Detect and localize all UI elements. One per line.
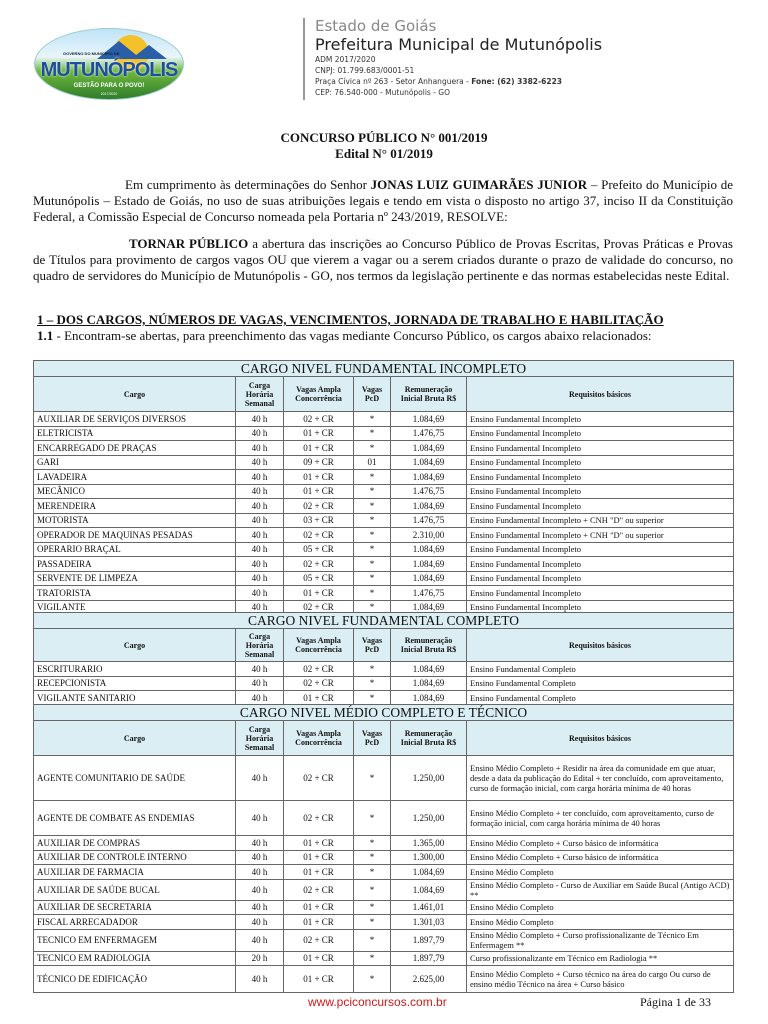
- column-header: Vagas PcD: [354, 377, 391, 412]
- table-row: [34, 455, 734, 470]
- table-cell: *: [354, 513, 391, 528]
- announcement-bold: TORNAR PÚBLICO: [129, 236, 249, 251]
- table-cell: Curso profissionalizante em Técnico em Radiologia **: [467, 951, 734, 966]
- table-row: [34, 879, 734, 900]
- table-cell: AUXILIAR DE CONTROLE INTERNO: [34, 850, 236, 865]
- table-cell: *: [354, 676, 391, 691]
- table-row: [34, 542, 734, 557]
- text: – Prefeito do Município de Mutunópolis – Estado de Goiás, no uso de suas atribuições legais e tendo em vista o disposto no artigo 37, inciso II da Constituição Federal, a Comissão Especial de Concurso nomeada pela Portaria nº 243/2019, RESOLVE:: [33, 177, 733, 224]
- text: - Encontram-se abertas, para preenchimento das vagas mediante Concurso Público, os cargos abaixo relacionados:: [53, 328, 652, 343]
- table-cell: 2.310,00: [391, 528, 467, 543]
- table-cell: 1.084,69: [391, 865, 467, 880]
- table-cell: 1.897,79: [391, 929, 467, 951]
- table-cell: *: [354, 662, 391, 677]
- table-cell: *: [354, 756, 391, 801]
- table-cell: 01 + CR: [284, 470, 354, 485]
- table-cell: MOTORISTA: [34, 513, 236, 528]
- logo-years: 2017/2020: [100, 92, 118, 96]
- table-cell: 1.476,75: [391, 426, 467, 441]
- table-cell: 1.084,69: [391, 691, 467, 706]
- table-title: CARGO NIVEL FUNDAMENTAL COMPLETO: [34, 613, 734, 629]
- table-cell: 40 h: [236, 441, 284, 456]
- subsection-number: 1.1: [37, 328, 54, 343]
- table-cell: 2.625,00: [391, 966, 467, 993]
- table-cell: AUXILIAR DE COMPRAS: [34, 836, 236, 851]
- table-cell: 40 h: [236, 513, 284, 528]
- table-cell: 02 + CR: [284, 662, 354, 677]
- table-cell: *: [354, 586, 391, 601]
- table-cell: PASSADEIRA: [34, 557, 236, 572]
- table-cell: 1.084,69: [391, 662, 467, 677]
- table-cell: 01 + CR: [284, 836, 354, 851]
- address-text: Praça Cívica nº 263 - Setor Anhanguera -: [315, 77, 472, 86]
- column-header: Requisitos básicos: [467, 629, 734, 662]
- table-cell: *: [354, 801, 391, 836]
- column-header: Vagas PcD: [354, 629, 391, 662]
- column-header: Carga Horária Semanal: [236, 721, 284, 756]
- table-cell: *: [354, 542, 391, 557]
- table-cell: 1.250,00: [391, 801, 467, 836]
- table-cell: Ensino Médio Completo + Residir na área da comunidade em que atuar, desde a data da publicação do Edital + ter concluído, com aproveitamento, curso de formação inicial, com carga horária mínima de 40 horas: [467, 756, 734, 801]
- table-cell: 40 h: [236, 528, 284, 543]
- table-cell: 40 h: [236, 557, 284, 572]
- column-header: Cargo: [34, 629, 236, 662]
- table-cell: Ensino Fundamental Incompleto: [467, 557, 734, 572]
- table-cell: 1.476,75: [391, 513, 467, 528]
- table-row: [34, 929, 734, 951]
- table-cell: Ensino Médio Completo + Curso básico de informática: [467, 850, 734, 865]
- table-cell: 40 h: [236, 455, 284, 470]
- table-cell: AUXILIAR DE SERVIÇOS DIVERSOS: [34, 412, 236, 427]
- table-cell: Ensino Fundamental Incompleto + CNH "D" ou superior: [467, 528, 734, 543]
- table-cell: *: [354, 557, 391, 572]
- column-header: Vagas Ampla Concorrência: [284, 721, 354, 756]
- table-cell: *: [354, 470, 391, 485]
- section-heading: 1 – DOS CARGOS, NÚMEROS DE VAGAS, VENCIMENTOS, JORNADA DE TRABALHO E HABILITAÇÃO: [37, 312, 664, 327]
- table-row: [34, 484, 734, 499]
- table-cell: 01 + CR: [284, 865, 354, 880]
- table-cell: Ensino Fundamental Completo: [467, 676, 734, 691]
- column-header: Requisitos básicos: [467, 721, 734, 756]
- table-cell: Ensino Médio Completo: [467, 900, 734, 915]
- table-cell: Ensino Médio Completo + Curso técnico na área do cargo Ou curso de ensino médio Técnico na área + Curso básico: [467, 966, 734, 993]
- column-header: Cargo: [34, 721, 236, 756]
- table-cell: *: [354, 879, 391, 900]
- table-cell: 40 h: [236, 662, 284, 677]
- table-cell: 1.084,69: [391, 412, 467, 427]
- table-row: [34, 513, 734, 528]
- table-cell: Ensino Fundamental Completo: [467, 691, 734, 706]
- table-cell: *: [354, 865, 391, 880]
- table-cell: 02 + CR: [284, 600, 354, 615]
- table-row: [34, 951, 734, 966]
- intro-paragraph: [33, 177, 733, 225]
- table-cell: *: [354, 571, 391, 586]
- table-cell: 40 h: [236, 426, 284, 441]
- table-cell: AUXILIAR DE FARMACIA: [34, 865, 236, 880]
- phone: Fone: (62) 3382-6223: [471, 77, 563, 86]
- table-cell: TRATORISTA: [34, 586, 236, 601]
- doc-subtitle: Edital N° 01/2019: [335, 146, 433, 161]
- text: Em cumprimento às determinações do Senhor: [125, 177, 371, 192]
- table-cell: Ensino Fundamental Incompleto: [467, 470, 734, 485]
- table-cell: *: [354, 966, 391, 993]
- table-cell: 1.461,01: [391, 900, 467, 915]
- table-cell: 01 + CR: [284, 966, 354, 993]
- table-cell: 02 + CR: [284, 756, 354, 801]
- table-cell: AUXILIAR DE SAÚDE BUCAL: [34, 879, 236, 900]
- column-header: Requisitos básicos: [467, 377, 734, 412]
- table-cell: 1.476,75: [391, 586, 467, 601]
- table-row: [34, 662, 734, 677]
- table-cell: 01 + CR: [284, 900, 354, 915]
- table-cell: TÉCNICO DE EDIFICAÇÃO: [34, 966, 236, 993]
- text: a abertura das inscrições ao Concurso Público de Provas Escritas, Provas Práticas e Provas de Títulos para provimento de cargos vagos OU que vierem a vagar ou a serem criados durante o prazo de validade do concurso, no quadro de servidores do Município de Mutunópolis - GO, nos termos da legislação pertinente e das normas estabelecidas neste Edital.: [33, 236, 733, 283]
- table-cell: *: [354, 499, 391, 514]
- table-cell: 40 h: [236, 879, 284, 900]
- table-row: [34, 528, 734, 543]
- table-cell: 01: [354, 455, 391, 470]
- table-cell: VIGILANTE SANITARIO: [34, 691, 236, 706]
- table-cell: Ensino Fundamental Incompleto: [467, 586, 734, 601]
- announcement-paragraph: [33, 236, 733, 284]
- table-cell: Ensino Fundamental Incompleto: [467, 426, 734, 441]
- table-cell: *: [354, 836, 391, 851]
- table-cell: 02 + CR: [284, 557, 354, 572]
- table-cell: LAVADEIRA: [34, 470, 236, 485]
- table-cell: Ensino Fundamental Incompleto: [467, 571, 734, 586]
- table-cell: 40 h: [236, 691, 284, 706]
- state-name: Estado de Goiás: [315, 17, 437, 35]
- table-cell: Ensino Médio Completo + ter concluído, com aproveitamento, curso de formação inicial, com carga horária mínima de 40 horas: [467, 801, 734, 836]
- table-cell: ESCRITURARIO: [34, 662, 236, 677]
- adm: ADM 2017/2020: [315, 55, 376, 64]
- table-cell: Ensino Fundamental Completo: [467, 662, 734, 677]
- positions-table: [33, 360, 734, 615]
- municipality-logo: [34, 28, 184, 100]
- table-cell: TECNICO EM RADIOLOGIA: [34, 951, 236, 966]
- column-header: Remuneração Inicial Bruta R$: [391, 377, 467, 412]
- table-cell: 40 h: [236, 865, 284, 880]
- table-cell: *: [354, 929, 391, 951]
- table-cell: 40 h: [236, 966, 284, 993]
- table-cell: 09 + CR: [284, 455, 354, 470]
- table-cell: 40 h: [236, 586, 284, 601]
- table-cell: *: [354, 528, 391, 543]
- table-row: [34, 915, 734, 930]
- footer-site-link[interactable]: www.pciconcursos.com.br: [308, 995, 447, 1009]
- table-cell: 1.084,69: [391, 557, 467, 572]
- column-header: Cargo: [34, 377, 236, 412]
- table-row: [34, 801, 734, 836]
- table-cell: 40 h: [236, 600, 284, 615]
- table-cell: 1.084,69: [391, 441, 467, 456]
- table-row: [34, 586, 734, 601]
- table-cell: 1.084,69: [391, 455, 467, 470]
- table-cell: 1.084,69: [391, 571, 467, 586]
- table-row: [34, 756, 734, 801]
- table-cell: Ensino Fundamental Incompleto: [467, 412, 734, 427]
- page-number: Página 1 de 33: [640, 995, 711, 1009]
- table-cell: *: [354, 484, 391, 499]
- column-header: Vagas PcD: [354, 721, 391, 756]
- table-cell: 40 h: [236, 470, 284, 485]
- table-cell: *: [354, 600, 391, 615]
- table-row: [34, 557, 734, 572]
- table-row: [34, 499, 734, 514]
- table-cell: 01 + CR: [284, 426, 354, 441]
- table-cell: OPERARIO BRAÇAL: [34, 542, 236, 557]
- table-cell: 01 + CR: [284, 441, 354, 456]
- table-cell: 20 h: [236, 951, 284, 966]
- table-cell: 40 h: [236, 836, 284, 851]
- cep: CEP: 76.540-000 - Mutunópolis - GO: [315, 88, 451, 97]
- table-cell: OPERADOR DE MAQUINAS PESADAS: [34, 528, 236, 543]
- table-cell: FISCAL ARRECADADOR: [34, 915, 236, 930]
- table-row: [34, 966, 734, 993]
- table-cell: Ensino Fundamental Incompleto: [467, 542, 734, 557]
- table-cell: 40 h: [236, 499, 284, 514]
- table-row: [34, 865, 734, 880]
- table-cell: Ensino Médio Completo + Curso profissionalizante de Técnico Em Enfermagem **: [467, 929, 734, 951]
- table-cell: GARI: [34, 455, 236, 470]
- table-cell: Ensino Fundamental Incompleto: [467, 600, 734, 615]
- column-header: Vagas Ampla Concorrência: [284, 377, 354, 412]
- table-cell: 1.084,69: [391, 676, 467, 691]
- doc-title: CONCURSO PÚBLICO N° 001/2019: [280, 130, 488, 145]
- table-cell: 02 + CR: [284, 676, 354, 691]
- table-cell: 02 + CR: [284, 879, 354, 900]
- table-title: CARGO NIVEL MÉDIO COMPLETO E TÉCNICO: [34, 705, 734, 721]
- positions-table: [33, 704, 734, 993]
- logo-gov-text: GOVERNO DO MUNICÍPIO DE: [63, 51, 120, 56]
- table-row: [34, 470, 734, 485]
- table-cell: *: [354, 850, 391, 865]
- column-header: Remuneração Inicial Bruta R$: [391, 629, 467, 662]
- table-cell: 1.897,79: [391, 951, 467, 966]
- table-row: [34, 836, 734, 851]
- logo-name: MUTUNÓPOLIS: [40, 59, 178, 81]
- table-cell: 40 h: [236, 929, 284, 951]
- table-row: [34, 441, 734, 456]
- table-cell: 40 h: [236, 850, 284, 865]
- table-cell: *: [354, 900, 391, 915]
- table-cell: 1.084,69: [391, 542, 467, 557]
- table-cell: *: [354, 441, 391, 456]
- table-cell: 1.300,00: [391, 850, 467, 865]
- table-cell: Ensino Fundamental Incompleto: [467, 455, 734, 470]
- table-cell: MECÂNICO: [34, 484, 236, 499]
- table-cell: 01 + CR: [284, 915, 354, 930]
- table-cell: 01 + CR: [284, 484, 354, 499]
- table-cell: 1.365,00: [391, 836, 467, 851]
- table-cell: *: [354, 915, 391, 930]
- table-cell: 40 h: [236, 571, 284, 586]
- table-cell: Ensino Médio Completo + Curso básico de informática: [467, 836, 734, 851]
- column-header: Carga Horária Semanal: [236, 377, 284, 412]
- table-cell: 01 + CR: [284, 586, 354, 601]
- table-cell: AUXILIAR DE SECRETARIA: [34, 900, 236, 915]
- column-header: Remuneração Inicial Bruta R$: [391, 721, 467, 756]
- table-cell: 05 + CR: [284, 542, 354, 557]
- table-cell: *: [354, 951, 391, 966]
- table-cell: Ensino Fundamental Incompleto: [467, 499, 734, 514]
- logo-slogan: GESTÃO PARA O POVO!: [73, 83, 145, 89]
- table-cell: 1.084,69: [391, 879, 467, 900]
- table-row: [34, 691, 734, 706]
- table-cell: 02 + CR: [284, 528, 354, 543]
- table-cell: VIGILANTE: [34, 600, 236, 615]
- table-cell: ELETRICISTA: [34, 426, 236, 441]
- table-cell: Ensino Médio Completo: [467, 915, 734, 930]
- table-title: CARGO NIVEL FUNDAMENTAL INCOMPLETO: [34, 361, 734, 377]
- table-cell: 40 h: [236, 756, 284, 801]
- table-cell: 1.084,69: [391, 600, 467, 615]
- table-cell: 02 + CR: [284, 801, 354, 836]
- table-cell: *: [354, 691, 391, 706]
- table-cell: AGENTE COMUNITARIO DE SAÚDE: [34, 756, 236, 801]
- positions-table: [33, 612, 734, 706]
- table-cell: MERENDEIRA: [34, 499, 236, 514]
- table-cell: 40 h: [236, 676, 284, 691]
- cnpj: CNPJ: 01.799.683/0001-51: [315, 66, 415, 75]
- table-cell: ENCARREGADO DE PRAÇAS: [34, 441, 236, 456]
- table-cell: 40 h: [236, 915, 284, 930]
- table-cell: Ensino Médio Completo: [467, 865, 734, 880]
- prefeitura-name: Prefeitura Municipal de Mutunópolis: [315, 35, 603, 54]
- mayor-name: JONAS LUIZ GUIMARÃES JUNIOR: [370, 177, 588, 192]
- table-cell: 01 + CR: [284, 850, 354, 865]
- table-cell: 1.250,00: [391, 756, 467, 801]
- table-row: [34, 571, 734, 586]
- table-cell: 40 h: [236, 801, 284, 836]
- house-roof-graphic: [131, 45, 167, 59]
- table-row: [34, 412, 734, 427]
- table-cell: 1.084,69: [391, 470, 467, 485]
- table-cell: Ensino Fundamental Incompleto: [467, 484, 734, 499]
- table-cell: 01 + CR: [284, 691, 354, 706]
- table-row: [34, 676, 734, 691]
- table-cell: 02 + CR: [284, 499, 354, 514]
- table-row: [34, 426, 734, 441]
- table-cell: 03 + CR: [284, 513, 354, 528]
- table-cell: *: [354, 426, 391, 441]
- address: [315, 76, 602, 87]
- table-row: [34, 850, 734, 865]
- table-cell: Ensino Fundamental Incompleto: [467, 441, 734, 456]
- column-header: Carga Horária Semanal: [236, 629, 284, 662]
- letterhead: [303, 18, 602, 100]
- table-cell: 02 + CR: [284, 412, 354, 427]
- table-row: [34, 900, 734, 915]
- table-cell: 40 h: [236, 900, 284, 915]
- table-cell: RECEPCIONISTA: [34, 676, 236, 691]
- table-cell: Ensino Médio Completo - Curso de Auxiliar em Saúde Bucal (Antigo ACD) **: [467, 879, 734, 900]
- table-cell: 40 h: [236, 542, 284, 557]
- table-cell: TECNICO EM ENFERMAGEM: [34, 929, 236, 951]
- table-cell: Ensino Fundamental Incompleto + CNH "D" ou superior: [467, 513, 734, 528]
- table-cell: 1.084,69: [391, 499, 467, 514]
- table-cell: 1.301,03: [391, 915, 467, 930]
- table-cell: 01 + CR: [284, 951, 354, 966]
- table-cell: AGENTE DE COMBATE AS ENDEMIAS: [34, 801, 236, 836]
- table-cell: SERVENTE DE LIMPEZA: [34, 571, 236, 586]
- column-header: Vagas Ampla Concorrência: [284, 629, 354, 662]
- table-cell: *: [354, 412, 391, 427]
- table-cell: 40 h: [236, 484, 284, 499]
- subsection-text: [37, 328, 652, 344]
- table-cell: 02 + CR: [284, 929, 354, 951]
- table-cell: 05 + CR: [284, 571, 354, 586]
- table-cell: 1.476,75: [391, 484, 467, 499]
- table-cell: 40 h: [236, 412, 284, 427]
